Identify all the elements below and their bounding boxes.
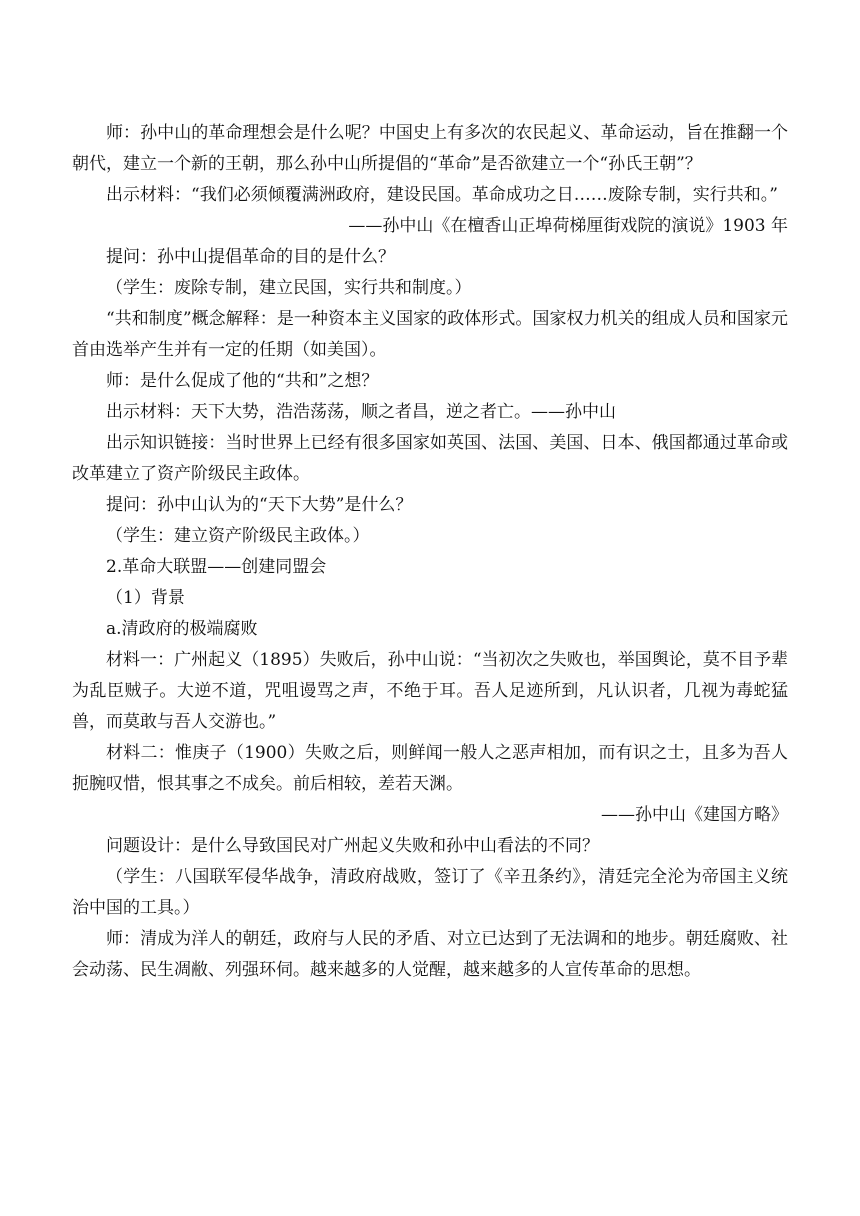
paragraph-material-trend: 出示材料：天下大势，浩浩荡荡，顺之者昌，逆之者亡。——孙中山 [106,402,616,422]
source-citation-speech: ——孙中山《在檀香山正埠荷梯厘街戏院的演说》1903 年 [348,216,788,236]
subsection-item-corruption: a.清政府的极端腐败 [106,619,258,639]
paragraph-question-trend: 提问：孙中山认为的“天下大势”是什么？ [106,495,413,515]
paragraph-question-design: 问题设计：是什么导致国民对广州起义失败和孙中山看法的不同？ [106,836,599,856]
subsection-heading-background: （1）背景 [106,588,185,608]
paragraph-material-two: 材料二：惟庚子（1900）失败之后，则鲜闻一般人之恶声相加，而有识之士，且多为吾人扼腕叹惜，恨其事之不成矣。前后相较，差若天渊。 [72,743,788,794]
section-heading-alliance: 2.革命大联盟——创建同盟会 [106,557,327,577]
document-page [72,118,788,986]
paragraph-concept-explanation: “共和制度”概念解释：是一种资本主义国家的政体形式。国家权力机关的组成人员和国家元首由选举产生并有一定的任期（如美国）。 [72,309,788,360]
paragraph-knowledge-link: 出示知识链接：当时世界上已经有很多国家如英国、法国、美国、日本、俄国都通过革命或改革建立了资产阶级民主政体。 [72,433,788,484]
paragraph-question-purpose: 提问：孙中山提倡革命的目的是什么？ [106,247,395,267]
paragraph-teacher-republic: 师：是什么促成了他的“共和”之想？ [106,371,379,391]
paragraph-teacher-conclusion: 师：清成为洋人的朝廷，政府与人民的矛盾、对立已达到了无法调和的地步。朝廷腐败、社会动荡、民生凋敝、列强环伺。越来越多的人觉醒，越来越多的人宣传革命的思想。 [72,929,788,980]
paragraph-material-quote: 出示材料：“我们必须倾覆满洲政府，建设民国。革命成功之日……废除专制，实行共和。” [106,185,778,205]
paragraph-student-answer: （学生：废除专制，建立民国，实行共和制度。） [106,278,472,298]
paragraph-teacher-question: 师：孙中山的革命理想会是什么呢？中国史上有多次的农民起义、革命运动，旨在推翻一个朝代，建立一个新的王朝，那么孙中山所提倡的“革命”是否欲建立一个“孙氏王朝”？ [72,123,788,174]
paragraph-material-one: 材料一：广州起义（1895）失败后，孙中山说：“当初次之失败也，举国舆论，莫不目予辈为乱臣贼子。大逆不道，咒咀谩骂之声，不绝于耳。吾人足迹所到，凡认识者，几视为毒蛇猛兽，而莫敢与吾人交游也。” [72,650,788,732]
source-citation-jianguo: ——孙中山《建国方略》 [601,805,788,825]
paragraph-student-answer-trend: （学生：建立资产阶级民主政体。） [106,526,370,546]
paragraph-student-answer-treaty: （学生：八国联军侵华战争，清政府战败，签订了《辛丑条约》，清廷完全沦为帝国主义统治中国的工具。） [72,867,788,918]
